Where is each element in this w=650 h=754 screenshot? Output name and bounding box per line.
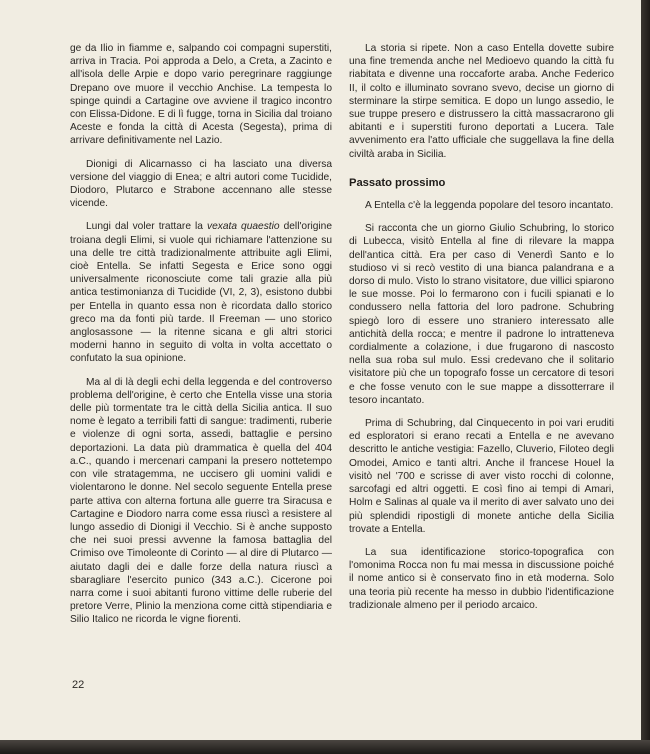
left-paragraph-2: Dionigi di Alicarnasso ci ha lasciato una diversa versione del viaggio di Enea; e altri autori come Tucidide, Diodoro, Plutarco e Strabone accennano alle stesse vicende. [70, 158, 332, 210]
left-paragraph-3-start: Lungi dal voler trattare la [86, 221, 207, 233]
left-column [70, 42, 332, 637]
right-paragraph-2: A Entella c'è la leggenda popolare del tesoro incantato. [365, 200, 614, 212]
left-paragraph-1: ge da Ilio in fiamme e, salpando coi compagni superstiti, arriva in Tracia. Poi approda a Delo, a Creta, a Zacinto e all'isola delle Arpie e dopo vario peregrinare raggiunge Drepano ove muore il vecchio Anchise. La tempesta lo spinge quindi a Cartagine ove avviene il tragico incontro con Elissa-Didone. E di lì fugge, torna in Sicilia dal troiano Aceste e fonda la città di Acesta (Segesta), prima di arrivare definitivamente nel Lazio. [70, 43, 332, 147]
right-paragraph-5: La sua identificazione storico-topografica con l'omonima Rocca non fu mai messa in discussione poiché il nome antico si è conservato fino in età moderna. Solo una teoria più recente ha messo in dubbio l'identificazione tradizionale almeno per il periodo arcaico. [349, 546, 614, 611]
page-number: 22 [72, 679, 85, 691]
right-paragraph-1: La storia si ripete. Non a caso Entella dovette subire una fine tremenda anche nel Medioevo quando la città fu riabitata e divenne una roccaforte araba. Anche Federico II, il colto e illuminato sovrano svevo, decise un giorno di sterminare la stirpe semitica. E dopo un lungo assedio, le sue truppe presero e distrussero la città massacrarono gli abitanti e i superstiti furono deportati a Lucera. Tale avvenimento era l'atto ufficiale che suggellava la fine della civiltà araba in Sicilia. [349, 43, 614, 160]
left-paragraph-3-rest: dell'origine troiana degli Elimi, si vuole qui richiamare l'attenzione su una delle tre città tradizionalmente attribuite agli Elimi, cioè Entella. Se infatti Segesta e Erice sono oggi universalmente riconosciute come tali grazie alla più antica testimonianza di Tucidide (VI, 2, 3), esistono dubbi per Entella in quanto essa non è ricordata dallo storico greco ma da fonti più tarde. Il Freeman — uno storico anglosassone — la ritenne sicana e gli altri storici moderni hanno in seguito di volta in volta accettato o confutato la sua opinione. [70, 221, 332, 365]
right-column [349, 42, 614, 622]
left-paragraph-4: Ma al di là degli echi della leggenda e del controverso problema dell'origine, è certo che Entella visse una storia delle più tormentate tra le città della Sicilia antica. Il suo nome è legato a terribili fatti di sangue: tradimenti, ruberie e violenze di ogni sorta, assedi, battaglie e persino deportazioni. La data più drammatica è quella del 404 a.C., quando i mercenari campani la presero nottetempo con vile stratagemma, ne uccisero gli uomini validi e violentarono le donne. Nel secolo seguente Entella prese parte attiva con alterna fortuna alle guerre tra Siracusa e Cartagine e Diodoro narra come essa riuscì a resistere al lungo assedio di Dionigi il Vecchio. Si è anche supposto che nei suoi pressi avvenne la famosa battaglia del Crimiso ove Timoleonte di Corinto — al dire di Plutarco — aiutato dagli dei e dalle forze della natura riuscì a sbaragliare l'esercito punico (343 a.C.). Cicerone poi narra come i suoi abitanti furono vittime delle ruberie del pretore Verre, Plinio la menziona come città stipendiaria e Silio Italico ne ricorda le vigne fiorenti. [70, 376, 332, 626]
page-edge-right [641, 0, 650, 754]
section-heading: Passato prossimo [349, 176, 446, 189]
vexata-quaestio-italic: vexata quaestio [206, 221, 280, 233]
left-paragraph-3 [70, 220, 332, 365]
right-paragraph-3: Si racconta che un giorno Giulio Schubring, lo storico di Lubecca, visitò Entella al fine di rilevare la mappa dell'antica città. Era per caso di Venerdì Santo e lo studioso vi si recò vestito di una bianca palandrana e a dorso di mulo. Visto lo strano visitatore, due villici spiarono le sue mosse. Poi lo fermarono con i fucili spianati e lo condussero nella fattoria del loro padrone. Schubring spiegò loro di essere uno straniero interessato alle antichità della rocca; e mentre il padrone lo intratteneva cordialmente a colazione, i due frugarono di nascosto nella sua roba sul mulo. Essi credevano che il solitario visitatore più che un topografo fosse un cercatore di tesori e che fosse venuto con le sue mappe a dissotterrare il tesoro incantato. [349, 223, 614, 406]
page-edge-bottom [0, 740, 650, 754]
right-paragraph-4: Prima di Schubring, dal Cinquecento in poi vari eruditi ed esploratori si erano recati a Entella e ne avevano descritto le antiche vestigia: Fazello, Cluverio, Filoteo degli Omodei, Amico e tanti altri. Anche il francese Houel la visitò nel '700 e scrisse di aver visto rocchi di colonne, sarcofagi ed altri oggetti. E così fino ai tempi di Amari, Holm e Salinas al quale va il merito di aver salvato uno dei più splendidi ripostigli di monete antiche della Sicilia trovate a Entella. [349, 418, 614, 535]
